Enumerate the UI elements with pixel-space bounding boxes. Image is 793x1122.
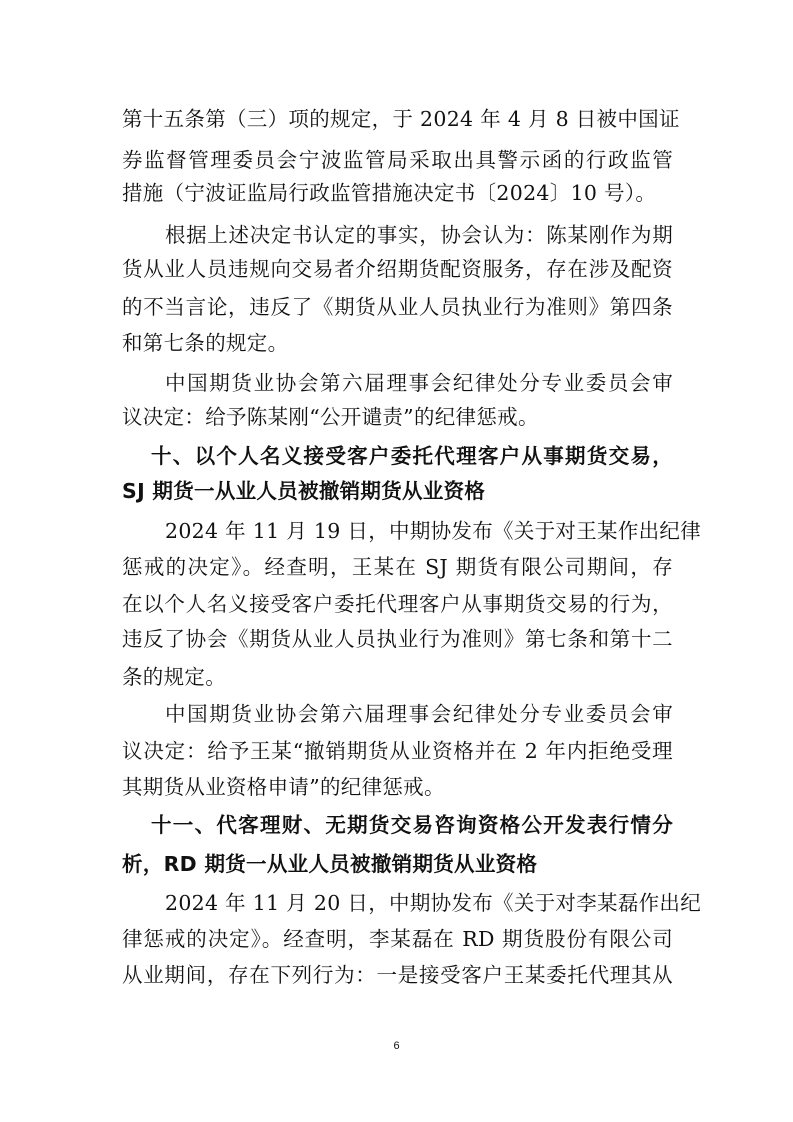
paragraph-first-line: 中国期货业协会第六届理事会纪律处分专业委员会审 xyxy=(165,702,673,726)
section-heading: SJ 期货一从业人员被撤销期货从业资格 xyxy=(122,479,486,503)
body-line: 券监督管理委员会宁波监管局采取出具警示函的行政监管 xyxy=(122,148,673,172)
body-line: 惩戒的决定》。经查明，王某在 SJ 期货有限公司期间，存 xyxy=(122,555,673,579)
section-heading: 十一、代客理财、无期货交易咨询资格公开发表行情分 xyxy=(151,813,673,837)
body-line: 律惩戒的决定》。经查明，李某磊在 RD 期货股份有限公司 xyxy=(122,927,673,951)
paragraph-first-line: 根据上述决定书认定的事实，协会认为：陈某刚作为期 xyxy=(165,223,673,247)
paragraph-first-line: 2024 年 11 月 19 日，中期协发布《关于对王某作出纪律 xyxy=(165,519,702,543)
body-line: 和第七条的规定。 xyxy=(122,331,289,355)
section-heading: 析，RD 期货一从业人员被撤销期货从业资格 xyxy=(122,852,538,876)
body-line: 条的规定。 xyxy=(122,665,226,689)
body-line: 其期货从业资格申请”的纪律惩戒。 xyxy=(122,775,445,799)
paragraph-first-line: 中国期货业协会第六届理事会纪律处分专业委员会审 xyxy=(165,371,673,395)
section-heading: 十、以个人名义接受客户委托代理客户从事期货交易， xyxy=(151,444,673,468)
body-line: 措施（宁波证监局行政监管措施决定书〔2024〕10 号）。 xyxy=(122,181,657,205)
body-line: 第十五条第（三）项的规定，于 2024 年 4 月 8 日被中国证 xyxy=(122,107,680,131)
body-line: 的不当言论，违反了《期货从业人员执业行为准则》第四条 xyxy=(122,295,673,319)
body-line: 货从业人员违规向交易者介绍期货配资服务，存在涉及配资 xyxy=(122,257,673,281)
body-line: 在以个人名义接受客户委托代理客户从事期货交易的行为， xyxy=(122,592,673,616)
body-line: 违反了协会《期货从业人员执业行为准则》第七条和第十二 xyxy=(122,627,673,651)
body-line: 从业期间，存在下列行为：一是接受客户王某委托代理其从 xyxy=(122,963,673,987)
paragraph-first-line: 2024 年 11 月 20 日，中期协发布《关于对李某磊作出纪 xyxy=(165,891,702,915)
page-number: 6 xyxy=(393,1040,400,1052)
body-line: 议决定：给予王某“撤销期货从业资格并在 2 年内拒绝受理 xyxy=(122,739,673,763)
body-line: 议决定：给予陈某刚“公开谴责”的纪律惩戒。 xyxy=(122,405,539,429)
